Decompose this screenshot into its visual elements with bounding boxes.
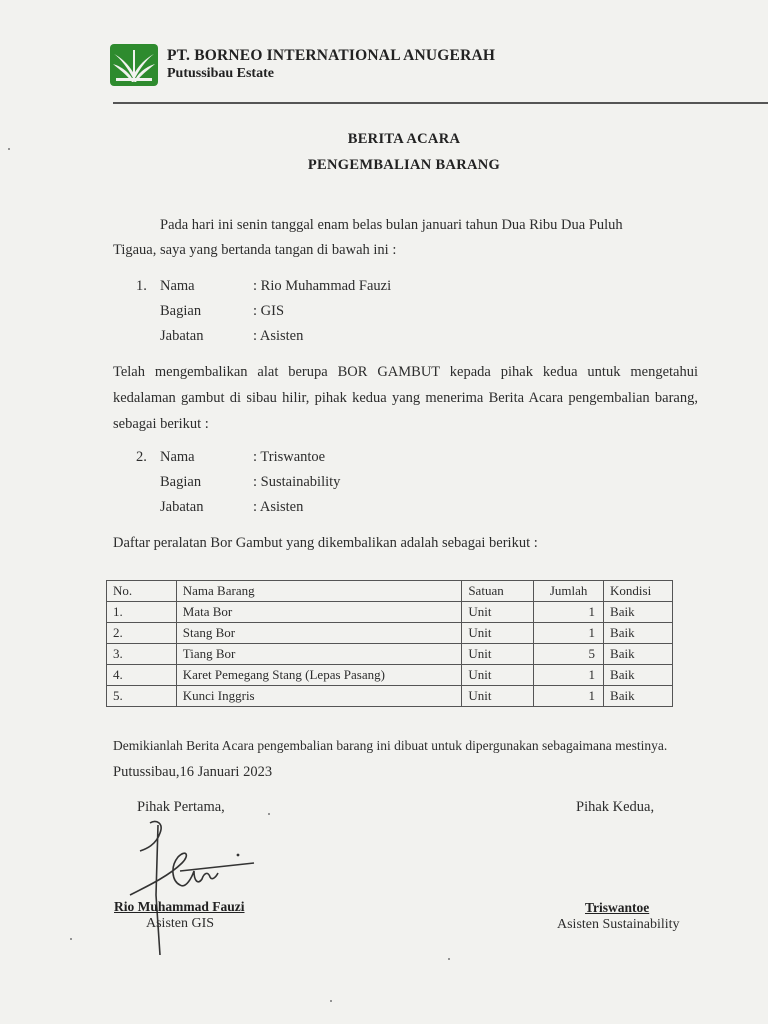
party1-bagian-label: Bagian xyxy=(160,303,202,319)
cell-jumlah: 1 xyxy=(534,602,604,623)
cell-kondisi: Baik xyxy=(604,623,673,644)
estate-name: Putussibau Estate xyxy=(167,66,274,81)
cell-nama-barang: Kunci Inggris xyxy=(176,686,462,707)
table-row xyxy=(107,686,673,707)
cell-no: 5. xyxy=(107,686,177,707)
table-header-row xyxy=(107,581,673,602)
party2-bagian-value: : Sustainability xyxy=(253,474,341,490)
place-date: Putussibau,16 Januari 2023 xyxy=(113,764,273,780)
equipment-table xyxy=(106,580,673,707)
company-name: PT. BORNEO INTERNATIONAL ANUGERAH xyxy=(167,47,496,64)
company-logo xyxy=(110,44,158,86)
second-party-role: Asisten Sustainability xyxy=(557,917,680,932)
opening-line-1: Pada hari ini senin tanggal enam belas bulan januari tahun Dua Ribu Dua Puluh xyxy=(160,217,623,233)
party2-jabatan-value: : Asisten xyxy=(253,499,304,515)
party1-name-label: Nama xyxy=(160,278,195,294)
document-subtitle: PENGEMBALIAN BARANG xyxy=(307,157,501,173)
cell-kondisi: Baik xyxy=(604,644,673,665)
party1-number: 1. xyxy=(136,278,147,294)
scan-speck xyxy=(448,958,450,960)
table-row xyxy=(107,644,673,665)
cell-satuan: Unit xyxy=(462,623,534,644)
cell-nama-barang: Tiang Bor xyxy=(176,644,462,665)
party2-name-label: Nama xyxy=(160,449,195,465)
party2-name-value: : Triswantoe xyxy=(253,449,326,465)
cell-satuan: Unit xyxy=(462,602,534,623)
scan-speck xyxy=(8,148,10,150)
party1-jabatan-value: : Asisten xyxy=(253,328,304,344)
header-nama-barang: Nama Barang xyxy=(176,581,462,602)
scan-speck xyxy=(330,1000,332,1002)
cell-jumlah: 1 xyxy=(534,623,604,644)
party1-bagian-value: : GIS xyxy=(253,303,285,319)
first-party-name: Rio Muhammad Fauzi xyxy=(114,899,245,914)
cell-jumlah: 5 xyxy=(534,644,604,665)
cell-nama-barang: Stang Bor xyxy=(176,623,462,644)
cell-no: 2. xyxy=(107,623,177,644)
return-statement: Telah mengembalikan alat berupa BOR GAMBUT kepada pihak kedua untuk mengetahui kedalaman gambut di sibau hilir, pihak kedua yang menerima Berita Acara pengembalian barang, sebagai berikut : xyxy=(113,364,698,432)
letterhead-divider xyxy=(113,102,768,104)
cell-nama-barang: Mata Bor xyxy=(176,602,462,623)
header-no: No. xyxy=(107,581,177,602)
header-jumlah: Jumlah xyxy=(534,581,604,602)
cell-no: 1. xyxy=(107,602,177,623)
cell-kondisi: Baik xyxy=(604,602,673,623)
document-title: BERITA ACARA xyxy=(347,131,461,147)
cell-kondisi: Baik xyxy=(604,686,673,707)
opening-line-2: Tigaua, saya yang bertanda tangan di bawah ini : xyxy=(113,242,397,258)
scan-speck xyxy=(70,938,72,940)
cell-satuan: Unit xyxy=(462,665,534,686)
cell-no: 3. xyxy=(107,644,177,665)
cell-jumlah: 1 xyxy=(534,686,604,707)
closing-statement: Demikianlah Berita Acara pengembalian barang ini dibuat untuk dipergunakan sebagaimana mestinya. xyxy=(113,738,668,753)
cell-jumlah: 1 xyxy=(534,665,604,686)
second-party-heading: Pihak Kedua, xyxy=(576,799,655,815)
cell-satuan: Unit xyxy=(462,644,534,665)
cell-no: 4. xyxy=(107,665,177,686)
table-row xyxy=(107,623,673,644)
second-party-name: Triswantoe xyxy=(585,900,650,915)
first-party-heading: Pihak Pertama, xyxy=(137,799,225,815)
cell-nama-barang: Karet Pemegang Stang (Lepas Pasang) xyxy=(176,665,462,686)
table-row xyxy=(107,602,673,623)
cell-kondisi: Baik xyxy=(604,665,673,686)
party2-number: 2. xyxy=(136,449,147,465)
handwritten-signature xyxy=(120,815,270,965)
party2-bagian-label: Bagian xyxy=(160,474,202,490)
list-intro: Daftar peralatan Bor Gambut yang dikembalikan adalah sebagai berikut : xyxy=(113,535,538,551)
scan-speck xyxy=(268,813,270,815)
first-party-role: Asisten GIS xyxy=(146,916,215,931)
party2-jabatan-label: Jabatan xyxy=(160,499,204,515)
table-row xyxy=(107,665,673,686)
cell-satuan: Unit xyxy=(462,686,534,707)
party1-jabatan-label: Jabatan xyxy=(160,328,204,344)
header-kondisi: Kondisi xyxy=(604,581,673,602)
header-satuan: Satuan xyxy=(462,581,534,602)
party1-name-value: : Rio Muhammad Fauzi xyxy=(253,278,392,294)
